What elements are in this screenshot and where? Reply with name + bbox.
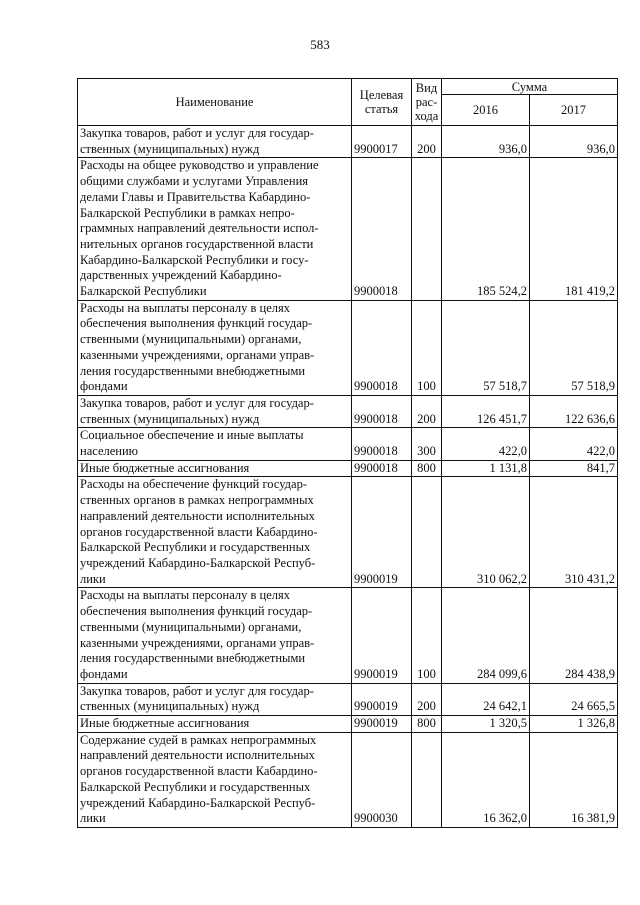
- header-year-2016: 2016: [442, 95, 530, 126]
- row-type: [412, 732, 442, 827]
- row-value-2016: 936,0: [442, 126, 530, 158]
- row-value-2016: 310 062,2: [442, 477, 530, 588]
- row-value-2017: 310 431,2: [530, 477, 618, 588]
- row-value-2017: 1 326,8: [530, 716, 618, 733]
- table-row: [78, 460, 618, 477]
- row-value-2017: 284 438,9: [530, 588, 618, 683]
- row-code: 9900019: [352, 588, 412, 683]
- row-type: 200: [412, 395, 442, 427]
- table-row: [78, 588, 618, 683]
- table-row: [78, 732, 618, 827]
- row-name: Закупка товаров, работ и услуг для государ- ственных (муниципальных) нужд: [78, 683, 352, 715]
- row-name: Содержание судей в рамках непрограммных направлений деятельности исполнительных органов государственной власти Кабардино- Балкарской Республики и государственных учреждений Кабардино-Балкарской Респуб- лики: [78, 732, 352, 827]
- header-code: Целевая статья: [352, 79, 412, 126]
- row-name: Расходы на общее руководство и управление общими службами и услугами Управления делами Главы и Правительства Кабардино- Балкарской Республики в рамках непро- граммных направлений деятельности испол- нительных органов государственной власти Кабардино-Балкарской Республики и госу- дарственных учреждений Кабардино- Балкарской Республики: [78, 158, 352, 300]
- row-value-2016: 57 518,7: [442, 300, 530, 395]
- row-code: 9900030: [352, 732, 412, 827]
- row-type: 300: [412, 428, 442, 460]
- header-year-2017: 2017: [530, 95, 618, 126]
- table-row: [78, 683, 618, 715]
- row-name: Расходы на выплаты персоналу в целях обеспечения выполнения функций государ- ственными (муниципальными) органами, казенными учреждениями, органами управ- ления государственными внебюджетными фондами: [78, 300, 352, 395]
- table-row: [78, 126, 618, 158]
- row-code: 9900018: [352, 460, 412, 477]
- header-sum: Сумма: [442, 79, 618, 95]
- row-type: [412, 477, 442, 588]
- row-code: 9900018: [352, 428, 412, 460]
- row-value-2017: 24 665,5: [530, 683, 618, 715]
- row-name: Иные бюджетные ассигнования: [78, 460, 352, 477]
- budget-table: [77, 78, 618, 828]
- row-value-2017: 16 381,9: [530, 732, 618, 827]
- row-code: 9900019: [352, 683, 412, 715]
- row-value-2017: 122 636,6: [530, 395, 618, 427]
- row-value-2017: 181 419,2: [530, 158, 618, 300]
- row-type: [412, 158, 442, 300]
- row-value-2016: 1 320,5: [442, 716, 530, 733]
- row-value-2016: 284 099,6: [442, 588, 530, 683]
- table-row: [78, 477, 618, 588]
- page-number: 583: [310, 37, 330, 52]
- row-name: Социальное обеспечение и иные выплаты населению: [78, 428, 352, 460]
- row-value-2017: 422,0: [530, 428, 618, 460]
- row-value-2016: 185 524,2: [442, 158, 530, 300]
- row-type: 200: [412, 126, 442, 158]
- row-code: 9900018: [352, 158, 412, 300]
- row-code: 9900018: [352, 300, 412, 395]
- table-row: [78, 300, 618, 395]
- row-value-2016: 16 362,0: [442, 732, 530, 827]
- row-code: 9900017: [352, 126, 412, 158]
- table-row: [78, 395, 618, 427]
- table-row: [78, 428, 618, 460]
- row-value-2016: 422,0: [442, 428, 530, 460]
- row-code: 9900019: [352, 477, 412, 588]
- header-type: Вид рас-хода: [412, 79, 442, 126]
- row-value-2016: 1 131,8: [442, 460, 530, 477]
- table-row: [78, 158, 618, 300]
- table-body: [78, 126, 618, 828]
- row-type: 800: [412, 716, 442, 733]
- table-header: [78, 79, 618, 126]
- row-type: 200: [412, 683, 442, 715]
- row-value-2017: 936,0: [530, 126, 618, 158]
- row-name: Расходы на выплаты персоналу в целях обеспечения выполнения функций государ- ственными (муниципальными) органами, казенными учреждениями, органами управ- ления государственными внебюджетными фондами: [78, 588, 352, 683]
- row-code: 9900018: [352, 395, 412, 427]
- row-value-2017: 841,7: [530, 460, 618, 477]
- row-type: 100: [412, 588, 442, 683]
- row-code: 9900019: [352, 716, 412, 733]
- row-type: 800: [412, 460, 442, 477]
- row-name: Закупка товаров, работ и услуг для государ- ственных (муниципальных) нужд: [78, 395, 352, 427]
- row-name: Иные бюджетные ассигнования: [78, 716, 352, 733]
- row-name: Закупка товаров, работ и услуг для государ- ственных (муниципальных) нужд: [78, 126, 352, 158]
- table-row: [78, 716, 618, 733]
- row-value-2016: 24 642,1: [442, 683, 530, 715]
- row-name: Расходы на обеспечение функций государ- ственных органов в рамках непрограммных направлений деятельности исполнительных органов государственной власти Кабардино- Балкарской Республики и государственных учреждений Кабардино-Балкарской Респуб- лики: [78, 477, 352, 588]
- row-type: 100: [412, 300, 442, 395]
- row-value-2016: 126 451,7: [442, 395, 530, 427]
- row-value-2017: 57 518,9: [530, 300, 618, 395]
- header-name: Наименование: [78, 79, 352, 126]
